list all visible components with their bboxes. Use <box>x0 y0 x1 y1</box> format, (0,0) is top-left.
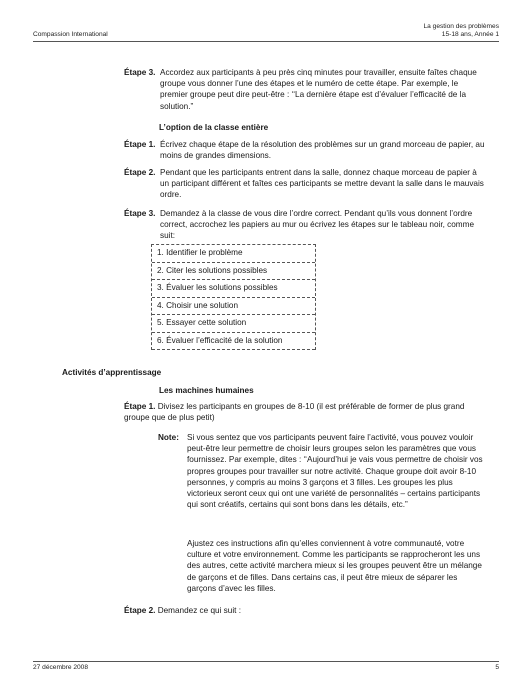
whole-class-heading: L’option de la classe entière <box>159 123 269 132</box>
header-rule <box>33 41 499 42</box>
hm-step2-label: Étape 2. <box>124 606 156 615</box>
steps-list-item: 5. Essayer cette solution <box>152 315 315 333</box>
header-org: Compassion International <box>33 31 108 38</box>
hm-step2 <box>124 605 488 616</box>
hm-step1 <box>124 401 488 423</box>
wc-step2-text: Pendant que les participants entrent dans la salle, donnez chaque morceau de papier à un participant différent et faîtes ces participants se mettre devant la salle dans le mauvais ordre. <box>160 168 484 200</box>
steps-list-item: 4. Choisir une solution <box>152 298 315 316</box>
hm-step1-label: Étape 1. <box>124 402 156 411</box>
footer-rule <box>33 661 499 662</box>
steps-list-item: 2. Citer les solutions possibles <box>152 263 315 281</box>
wc-step3-text: Demandez à la classe de vous dire l’ordre correct. Pendant qu’ils vous donnent l’ordre correct, accrochez les papiers au mur ou écrivez les étapes sur le tableau noir, comme suit: <box>160 209 474 241</box>
note-para2: Ajustez ces instructions afin qu’elles conviennent à votre communauté, votre culture et votre environnement. Comme les participants se rapprocheront les uns des autres, cette activité marchera mieux si les groupes peuvent être un mélange de garçons et de filles. Dans certains cas, il peut être mieux de séparer les garçons d’avec les filles. <box>187 539 482 593</box>
steps-list-item: 3. Évaluer les solutions possibles <box>152 280 315 298</box>
steps-list-item: 1. Identifier le problème <box>152 245 315 263</box>
header-title: La gestion des problèmes <box>423 23 499 30</box>
hm-step1-text: Divisez les participants en groupes de 8-10 (il est préférable de former de plus grand groupe que de plus petit) <box>124 402 465 423</box>
header-subtitle: 15-18 ans, Année 1 <box>441 31 499 38</box>
footer-date: 27 décembre 2008 <box>33 664 88 671</box>
wc-step2-label: Étape 2. <box>124 168 156 177</box>
human-machines-heading: Les machines humaines <box>159 386 254 395</box>
wc-step3-label: Étape 3. <box>124 209 156 218</box>
note-label: Note: <box>158 433 179 442</box>
wc-step1-label: Étape 1. <box>124 140 156 149</box>
hm-step2-text: Demandez ce qui suit : <box>157 606 241 615</box>
footer-page-number: 5 <box>495 664 499 671</box>
activities-heading: Activités d’apprentissage <box>62 368 162 377</box>
step3-text: Accordez aux participants à peu près cinq minutes pour travailler, ensuite faîtes chaque groupe vous donner l’une des étapes et le numéro de cette étape. Par exemple, le premier groupe peut dire peut-être : ‘‘La dernière étape est d’évaluer l’efficacité de la solution.” <box>160 68 477 111</box>
steps-list-item: 6. Évaluer l’efficacité de la solution <box>152 333 315 351</box>
note-para1: Si vous sentez que vos participants peuvent faire l’activité, vous pouvez vouloir peut-être leur permettre de choisir leurs groupes selon les paramètres que vous fournissez. Par exemple, dites : ‘‘Aujourd’hui je vais vous permettre de choisir vos propres groupes pour travailler sur notre activité. Chaque groupe doit avoir 8-10 personnes, y compris au moins 3 garçons et 3 filles. Les groupes les plus victorieux seront ceux qui ont une variété de personnalités – certains participants qui sont créatifs, certains qui sont bons dans les détails, etc.” <box>187 433 483 510</box>
step3-label: Étape 3. <box>124 68 156 77</box>
steps-list <box>151 244 316 350</box>
wc-step1-text: Écrivez chaque étape de la résolution des problèmes sur un grand morceau de papier, au moins de grandes dimensions. <box>160 140 485 161</box>
